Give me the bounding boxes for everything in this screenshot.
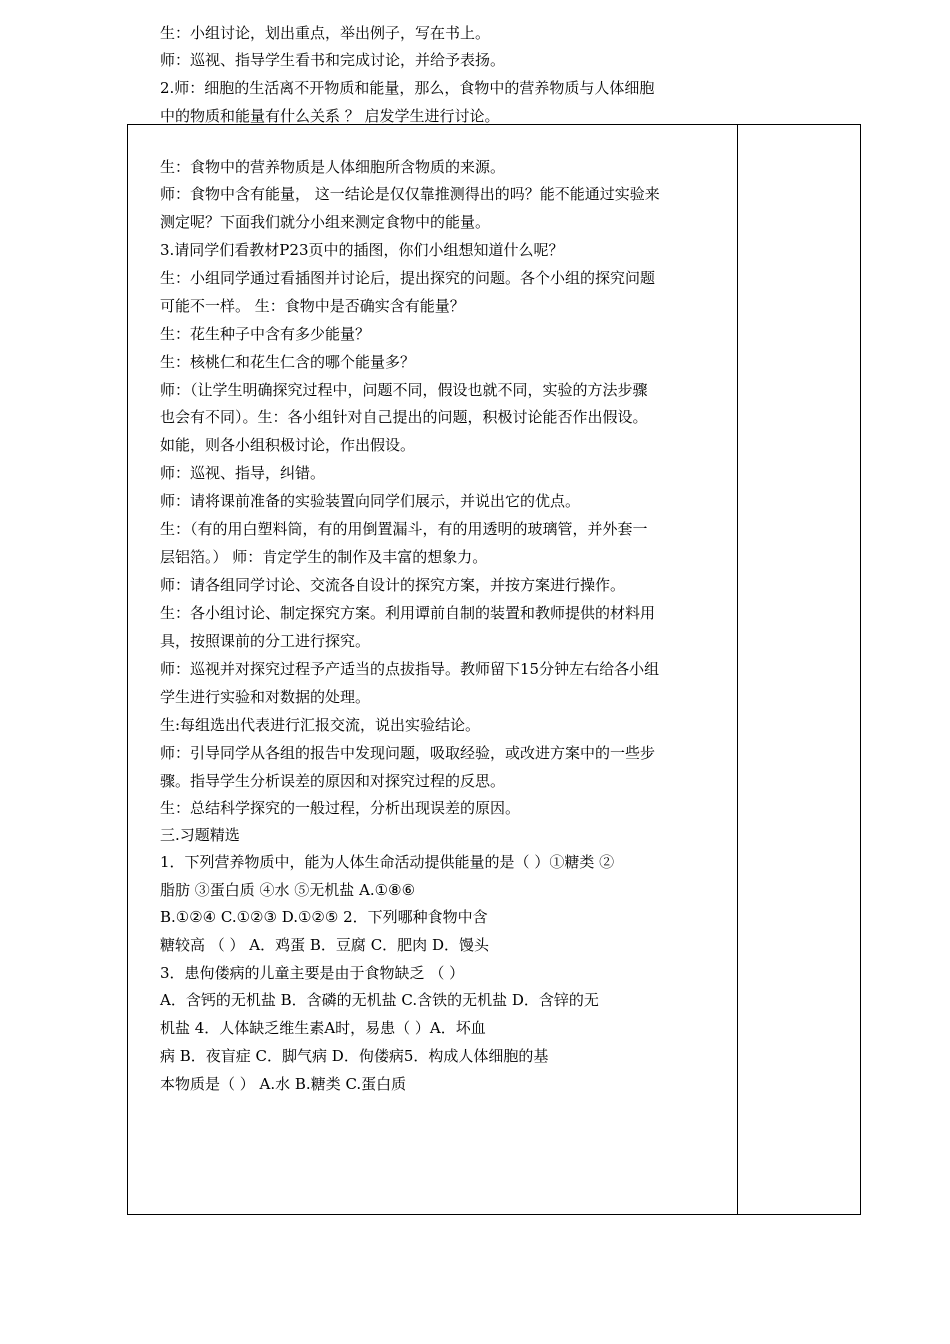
text-line: 师：巡视、指导学生看书和完成讨论，并给予表扬。 xyxy=(160,51,506,69)
text-line: 可能不一样。 生：食物中是否确实含有能量？ xyxy=(160,297,465,315)
text-line: 骤。指导学生分析误差的原因和对探究过程的反思。 xyxy=(160,772,506,790)
text-line: 生:每组选出代表进行汇报交流，说出实验结论。 xyxy=(160,716,481,734)
text-line: 也会有不同）。生：各小组针对自己提出的问题，积极讨论能否作出假设。 xyxy=(160,408,648,426)
text-line: 糖较高 （ ） A．鸡蛋 B．豆腐 C．肥肉 D．馒头 xyxy=(160,936,489,954)
text-line: 机盐 4．人体缺乏维生素A时，易患（ ）A．坏血 xyxy=(160,1019,486,1037)
text-line: 脂肪 ③蛋白质 ④水 ⑤无机盐 A.①⑧⑥ xyxy=(160,881,416,899)
text-line: 具，按照课前的分工进行探究。 xyxy=(160,632,371,650)
text-line: 生：核桃仁和花生仁含的哪个能量多？ xyxy=(160,353,416,371)
text-line: 师：（让学生明确探究过程中，问题不同，假设也就不同，实验的方法步骤 xyxy=(160,381,648,399)
text-line: B.①②④ C.①②③ D.①②⑤ 2．下列哪种食物中含 xyxy=(160,908,488,926)
text-line: 测定呢？下面我们就分小组来测定食物中的能量。 xyxy=(160,213,491,231)
text-line: 1．下列营养物质中，能为人体生命活动提供能量的是（ ）①糖类 ② xyxy=(160,853,615,871)
text-line: 师：巡视、指导，纠错。 xyxy=(160,464,326,482)
text-line: 病 B．夜盲症 C．脚气病 D．佝偻病5．构成人体细胞的基 xyxy=(160,1047,549,1065)
text-line: 师：请将课前准备的实验装置向同学们展示，并说出它的优点。 xyxy=(160,492,581,510)
text-line: 师：引导同学从各组的报告中发现问题，吸取经验，或改进方案中的一些步 xyxy=(160,744,656,762)
text-line: 生：小组同学通过看插图并讨论后，提出探究的问题。各个小组的探究问题 xyxy=(160,269,656,287)
text-line: 三.习题精选 xyxy=(160,826,240,844)
text-line: 生：（有的用白塑料筒，有的用倒置漏斗，有的用透明的玻璃管，并外套一 xyxy=(160,520,648,538)
text-line: 本物质是（ ） A.水 B.糖类 C.蛋白质 xyxy=(160,1075,407,1093)
text-line: 生：总结科学探究的一般过程，分析出现误差的原因。 xyxy=(160,799,521,817)
text-line: 学生进行实验和对数据的处理。 xyxy=(160,688,371,706)
column-divider xyxy=(737,125,738,1214)
text-line: A．含钙的无机盐 B．含磷的无机盐 C.含铁的无机盐 D．含锌的无 xyxy=(160,991,599,1009)
text-line: 2.师：细胞的生活离不开物质和能量，那么，食物中的营养物质与人体细胞 xyxy=(160,79,655,97)
lesson-table xyxy=(127,24,861,1215)
text-line: 生：食物中的营养物质是人体细胞所含物质的来源。 xyxy=(160,158,506,176)
text-line: 中的物质和能量有什么关系 ？ 启发学生进行讨论。 xyxy=(160,107,500,125)
text-line: 师：请各组同学讨论、交流各自设计的探究方案，并按方案进行操作。 xyxy=(160,576,626,594)
text-line: 生：各小组讨论、制定探究方案。利用谭前自制的装置和教师提供的材料用 xyxy=(160,604,656,622)
text-line: 层铝箔。） 师：肯定学生的制作及丰富的想象力。 xyxy=(160,548,488,566)
text-line: 生：花生种子中含有多少能量？ xyxy=(160,325,371,343)
text-line: 师：食物中含有能量， 这一结论是仅仅靠推测得出的吗？能不能通过实验来 xyxy=(160,185,660,203)
text-line: 如能，则各小组积极讨论，作出假设。 xyxy=(160,436,416,454)
text-line: 3．患佝偻病的儿童主要是由于食物缺乏 （ ） xyxy=(160,964,465,982)
text-line: 师：巡视并对探究过程予产适当的点拔指导。教师留下15分钟左右给各小组 xyxy=(160,660,660,678)
text-line: 3.请同学们看教材P23页中的插图，你们小组想知道什么呢？ xyxy=(160,241,564,259)
text-line: 生：小组讨论，划出重点，举出例子，写在书上。 xyxy=(160,24,491,42)
